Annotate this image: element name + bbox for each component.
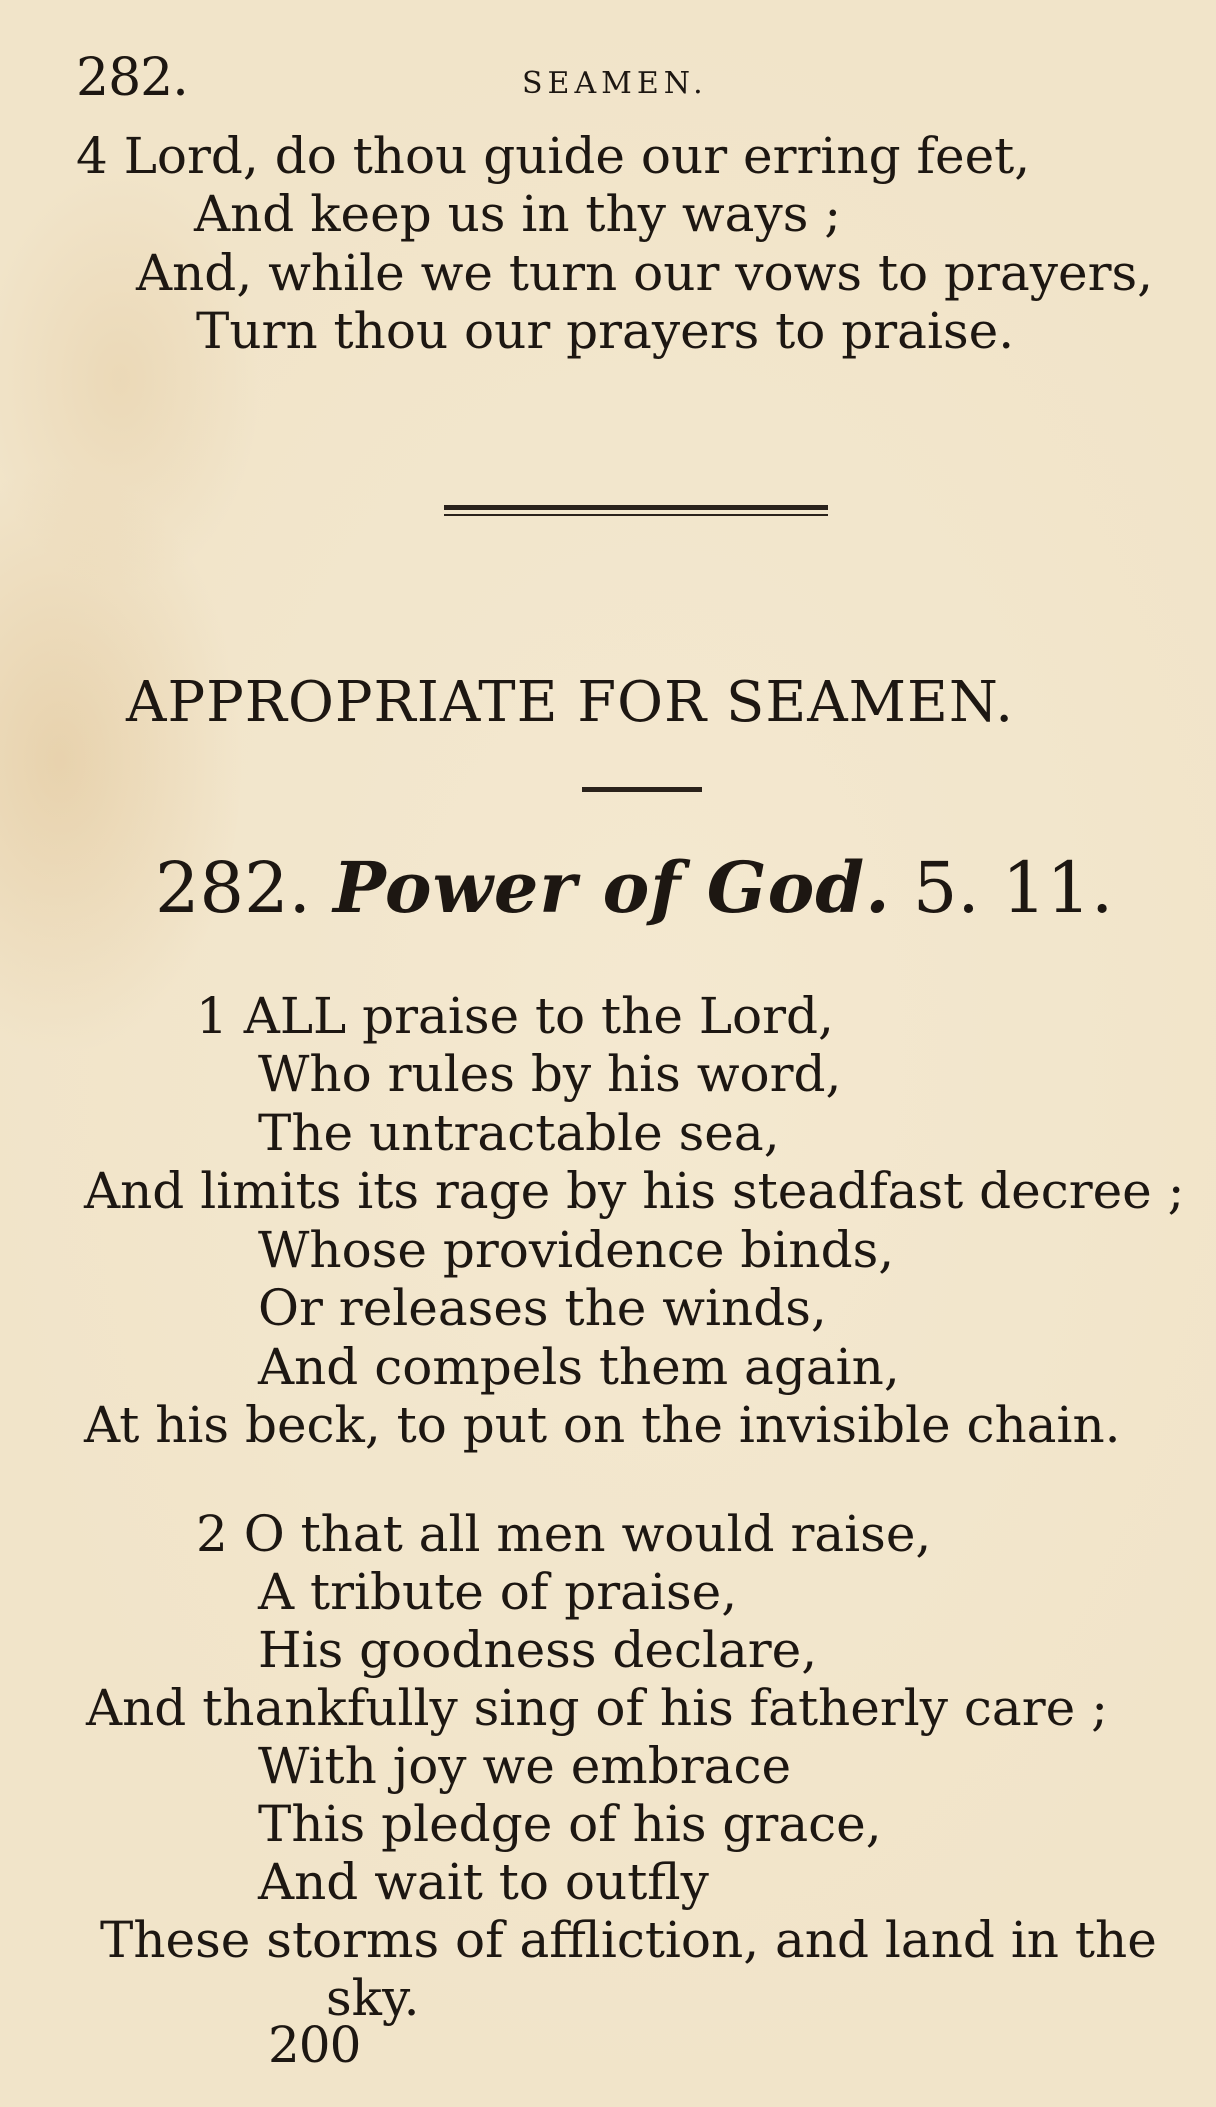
verse-line: And wait to outfly xyxy=(258,1853,709,1911)
verse-line: The untractable sea, xyxy=(258,1104,780,1162)
signature-mark: 200 xyxy=(268,2016,361,2074)
verse-line: Or releases the winds, xyxy=(258,1279,827,1337)
verse-line: 2 O that all men would raise, xyxy=(196,1505,932,1563)
section-divider xyxy=(444,505,828,517)
verse-line: Whose providence binds, xyxy=(258,1221,895,1279)
verse-line: This pledge of his grace, xyxy=(258,1795,882,1853)
verse-line: 4 Lord, do thou guide our erring feet, xyxy=(76,127,1031,185)
running-title: SEAMEN. xyxy=(522,66,708,101)
verse-line: And limits its rage by his steadfast decree ; xyxy=(84,1162,1185,1220)
hymn-name: Power of God. xyxy=(333,846,891,929)
verse-line: Who rules by his word, xyxy=(258,1045,842,1103)
verse-line: And keep us in thy ways ; xyxy=(194,185,842,243)
verse-line: Turn thou our prayers to praise. xyxy=(196,302,1015,360)
verse-line: At his beck, to put on the invisible chain. xyxy=(84,1396,1121,1454)
section-heading: APPROPRIATE FOR SEAMEN. xyxy=(126,670,1015,735)
verse-line: These storms of affliction, and land in the xyxy=(100,1911,1157,1969)
verse-line: And thankfully sing of his fatherly care ; xyxy=(86,1679,1108,1737)
verse-line: A tribute of praise, xyxy=(258,1563,738,1621)
heading-rule xyxy=(582,787,702,792)
verse-line: His goodness declare, xyxy=(258,1621,818,1679)
verse-line: 1 ALL praise to the Lord, xyxy=(196,987,834,1045)
page-number: 282. xyxy=(76,48,188,108)
verse-line: And, while we turn our vows to prayers, xyxy=(136,244,1154,302)
verse-line: And compels them again, xyxy=(258,1338,900,1396)
hymn-title xyxy=(155,846,1113,929)
hymn-meter: 5. 11. xyxy=(912,847,1114,929)
verse-line: With joy we embrace xyxy=(258,1737,792,1795)
hymn-number: 282. xyxy=(155,847,311,929)
verse-line: sky. xyxy=(326,1969,420,2027)
